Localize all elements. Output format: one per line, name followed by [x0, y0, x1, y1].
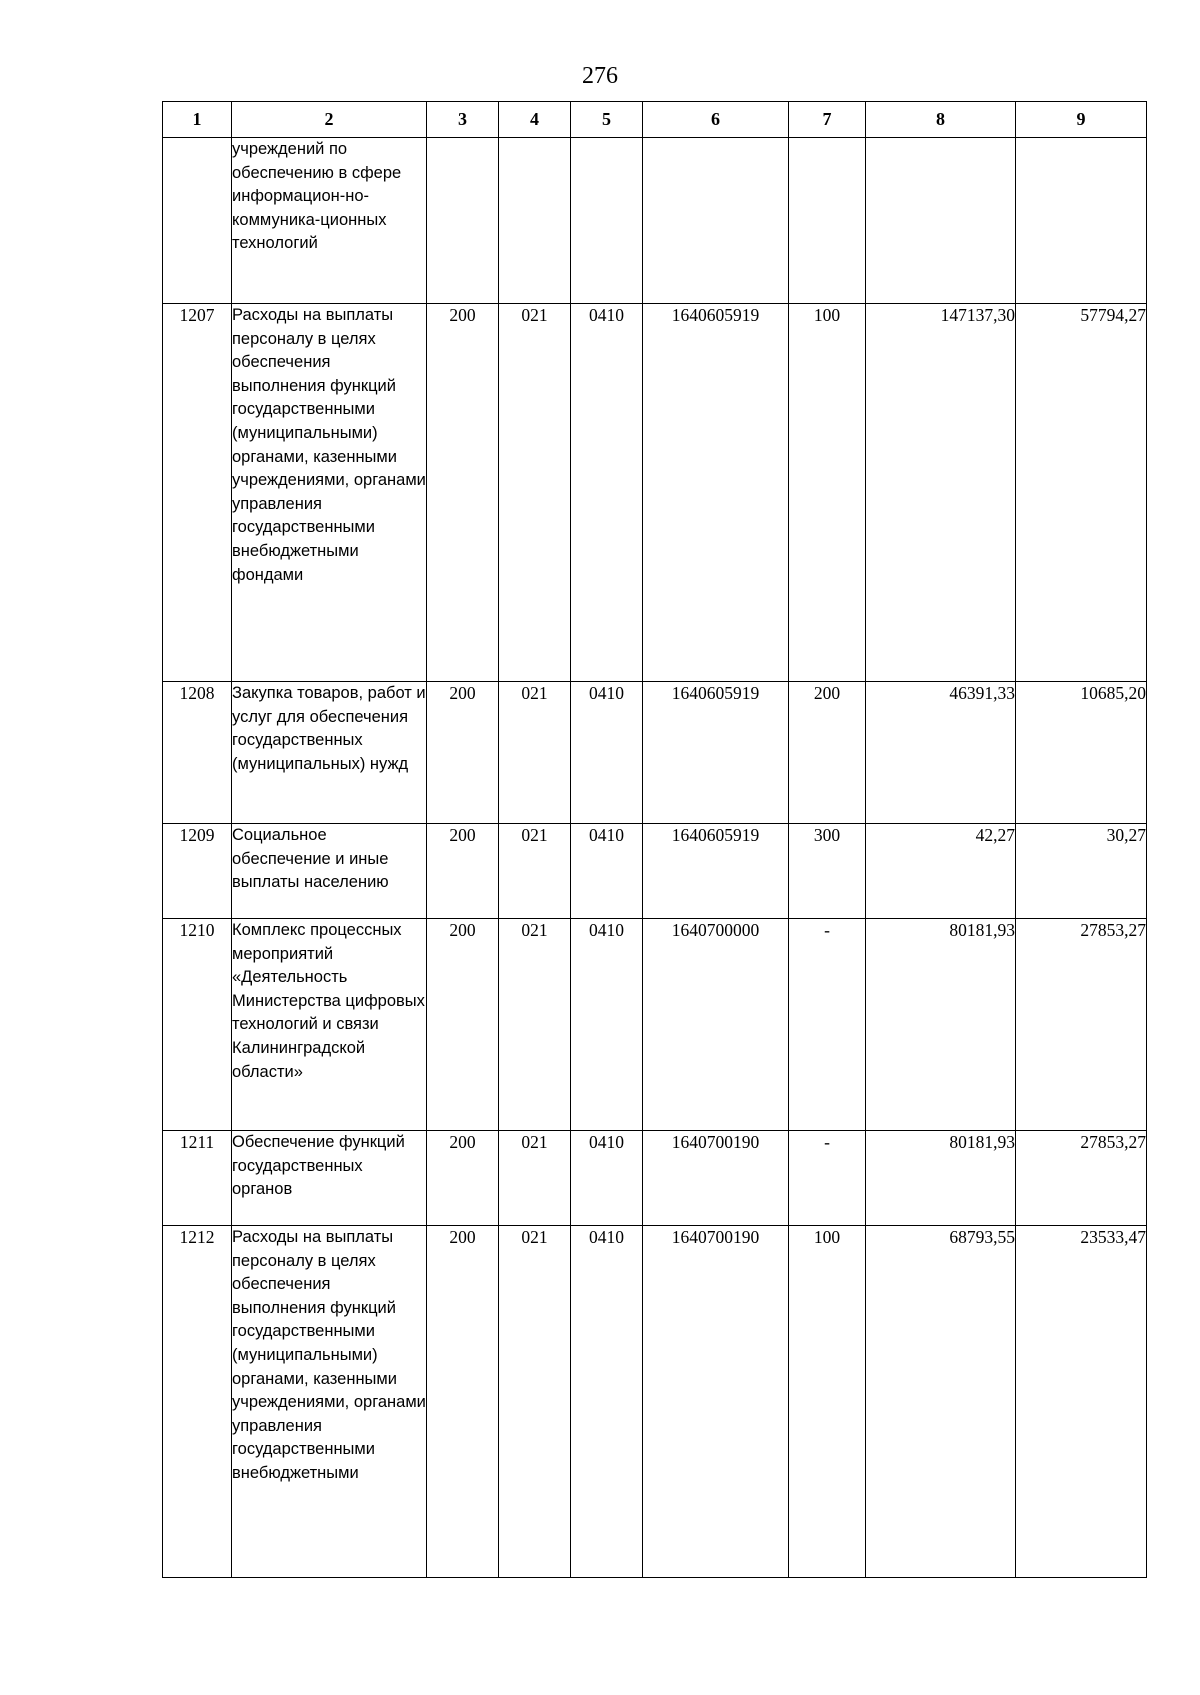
header-col-5: 5 [571, 102, 643, 138]
row-col-9 [1016, 138, 1147, 304]
row-col-6: 1640605919 [643, 304, 789, 682]
header-col-9: 9 [1016, 102, 1147, 138]
row-col-9: 27853,27 [1016, 919, 1147, 1131]
row-col-4: 021 [499, 1226, 571, 1578]
table-body [163, 138, 1147, 1578]
row-col-3 [427, 138, 499, 304]
header-row [163, 102, 1147, 138]
row-col-7: - [789, 1131, 866, 1226]
table-header [163, 102, 1147, 138]
row-col-7: 100 [789, 1226, 866, 1578]
row-number [163, 138, 232, 304]
row-col-3: 200 [427, 304, 499, 682]
header-col-8: 8 [866, 102, 1016, 138]
row-col-4: 021 [499, 824, 571, 919]
row-col-6: 1640700000 [643, 919, 789, 1131]
row-col-9: 30,27 [1016, 824, 1147, 919]
table-row [163, 138, 1147, 304]
row-col-4: 021 [499, 682, 571, 824]
row-col-9: 27853,27 [1016, 1131, 1147, 1226]
row-col-7 [789, 138, 866, 304]
table-row [163, 1131, 1147, 1226]
row-col-4: 021 [499, 304, 571, 682]
table-row [163, 1226, 1147, 1578]
row-col-5: 0410 [571, 1226, 643, 1578]
row-col-8 [866, 138, 1016, 304]
table-row [163, 682, 1147, 824]
row-col-5: 0410 [571, 1131, 643, 1226]
row-name: Расходы на выплаты персоналу в целях обеспечения выполнения функций государственными (муниципальными) органами, казенными учреждениями, органами управления государственными внебюджетными [232, 1226, 427, 1578]
header-col-4: 4 [499, 102, 571, 138]
row-col-8: 46391,33 [866, 682, 1016, 824]
row-col-3: 200 [427, 1226, 499, 1578]
table-row [163, 304, 1147, 682]
header-col-7: 7 [789, 102, 866, 138]
row-col-8: 147137,30 [866, 304, 1016, 682]
row-col-9: 23533,47 [1016, 1226, 1147, 1578]
row-name: Социальное обеспечение и иные выплаты населению [232, 824, 427, 919]
row-col-6 [643, 138, 789, 304]
table-row [163, 824, 1147, 919]
row-col-7: 300 [789, 824, 866, 919]
budget-table [162, 101, 1147, 1578]
header-col-1: 1 [163, 102, 232, 138]
row-number: 1207 [163, 304, 232, 682]
row-col-5: 0410 [571, 304, 643, 682]
row-number: 1209 [163, 824, 232, 919]
header-col-6: 6 [643, 102, 789, 138]
row-name: Закупка товаров, работ и услуг для обеспечения государственных (муниципальных) нужд [232, 682, 427, 824]
row-number: 1212 [163, 1226, 232, 1578]
row-col-8: 80181,93 [866, 919, 1016, 1131]
row-name: Обеспечение функций государственных органов [232, 1131, 427, 1226]
row-col-7: - [789, 919, 866, 1131]
header-col-2: 2 [232, 102, 427, 138]
row-col-5: 0410 [571, 919, 643, 1131]
row-col-9: 10685,20 [1016, 682, 1147, 824]
row-number: 1211 [163, 1131, 232, 1226]
row-col-3: 200 [427, 919, 499, 1131]
row-col-5: 0410 [571, 824, 643, 919]
row-col-8: 42,27 [866, 824, 1016, 919]
page-number: 276 [582, 63, 618, 89]
row-col-9: 57794,27 [1016, 304, 1147, 682]
row-col-6: 1640700190 [643, 1131, 789, 1226]
table-row [163, 919, 1147, 1131]
row-col-4 [499, 138, 571, 304]
row-number: 1208 [163, 682, 232, 824]
row-name: Комплекс процессных мероприятий «Деятельность Министерства цифровых технологий и связи Калининградской области» [232, 919, 427, 1131]
row-col-8: 68793,55 [866, 1226, 1016, 1578]
row-col-8: 80181,93 [866, 1131, 1016, 1226]
row-col-7: 200 [789, 682, 866, 824]
row-col-6: 1640605919 [643, 824, 789, 919]
row-col-5 [571, 138, 643, 304]
row-col-3: 200 [427, 1131, 499, 1226]
row-col-4: 021 [499, 919, 571, 1131]
row-col-6: 1640700190 [643, 1226, 789, 1578]
row-col-6: 1640605919 [643, 682, 789, 824]
row-col-7: 100 [789, 304, 866, 682]
row-name: Расходы на выплаты персоналу в целях обеспечения выполнения функций государственными (муниципальными) органами, казенными учреждениями, органами управления государственными внебюджетными фондами [232, 304, 427, 682]
row-name: учреждений по обеспечению в сфере информацион-но-коммуника-ционных технологий [232, 138, 427, 304]
row-col-4: 021 [499, 1131, 571, 1226]
header-col-3: 3 [427, 102, 499, 138]
row-col-3: 200 [427, 824, 499, 919]
row-col-5: 0410 [571, 682, 643, 824]
row-col-3: 200 [427, 682, 499, 824]
row-number: 1210 [163, 919, 232, 1131]
